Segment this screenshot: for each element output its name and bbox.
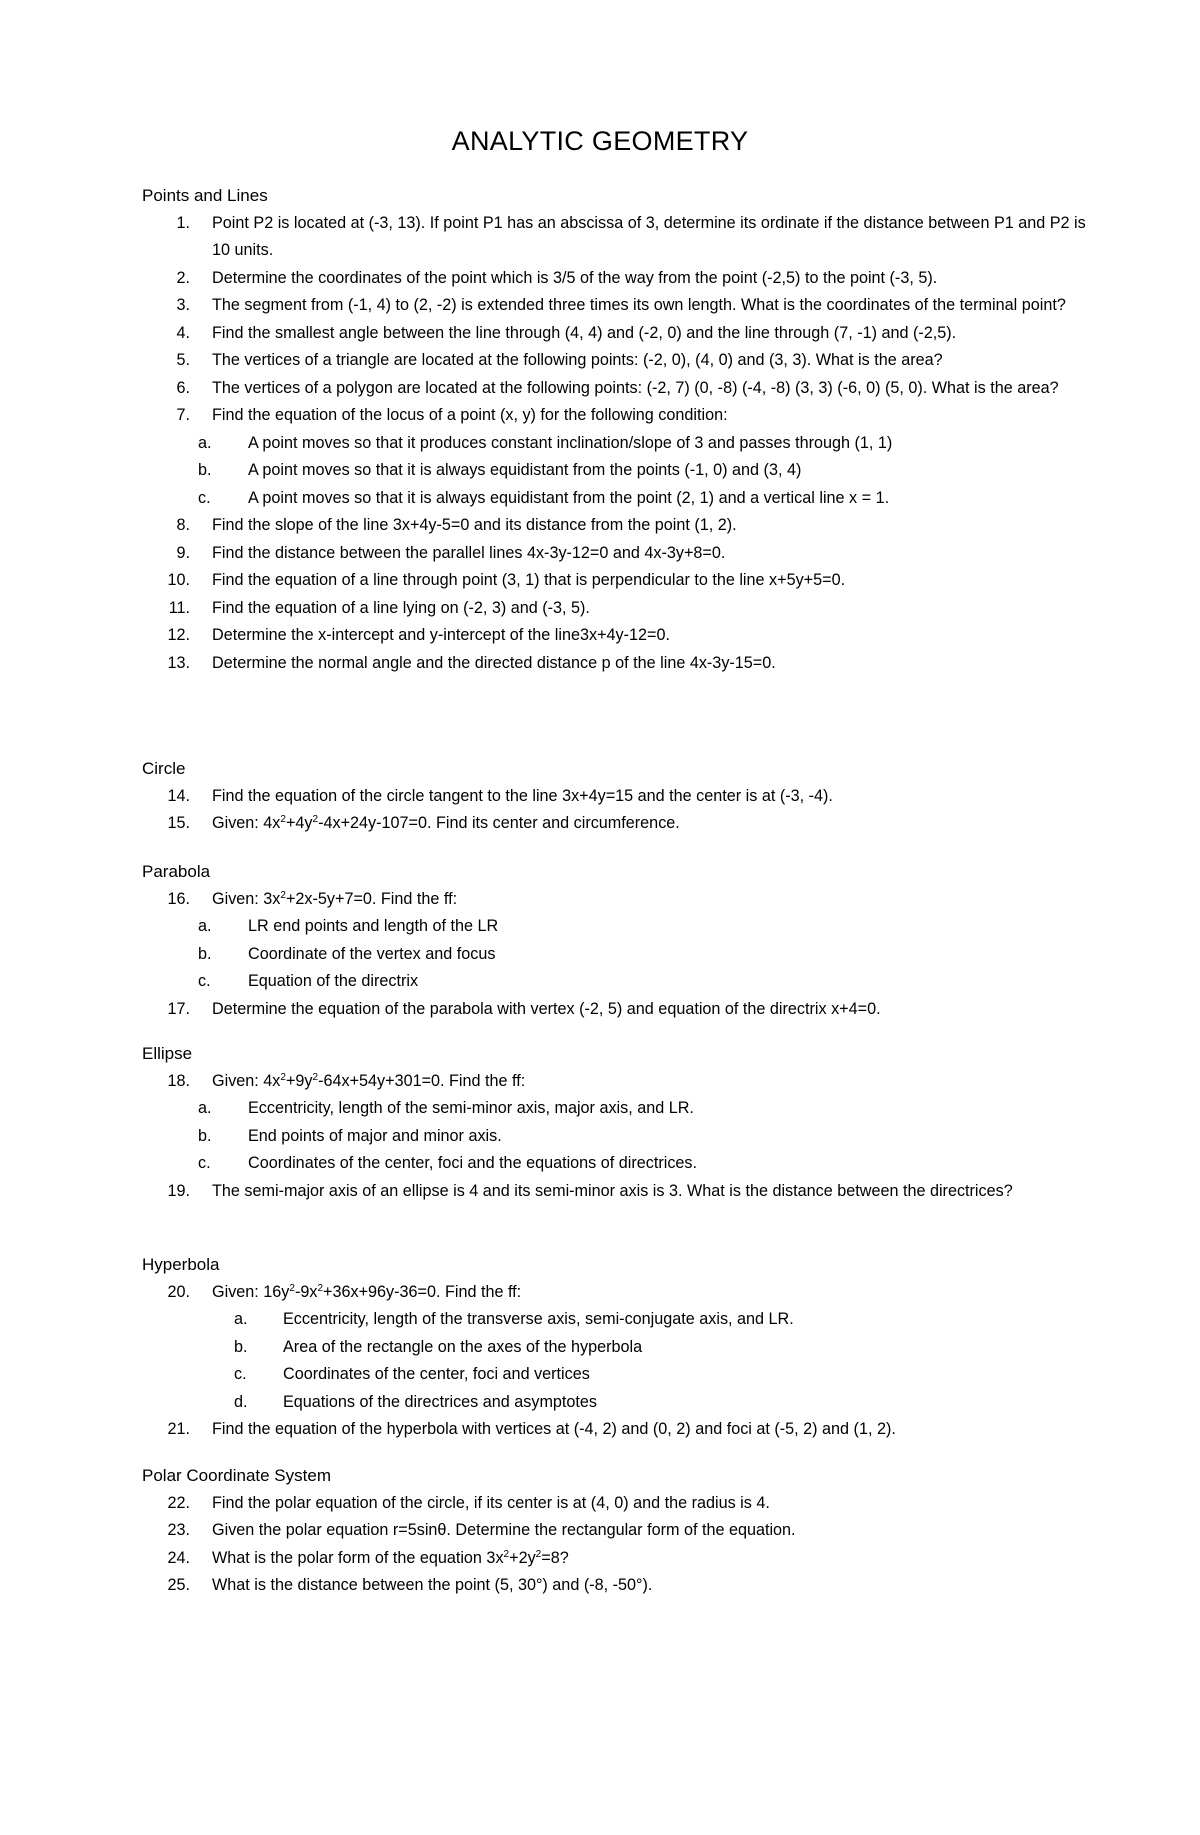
question-21: 21. Find the equation of the hyperbola with vertices at (-4, 2) and (0, 2) and foci at (-5, 2) and (1, 2). bbox=[167, 1420, 896, 1438]
section-heading: Points and Lines bbox=[142, 186, 268, 205]
section-hyperbola bbox=[142, 1251, 1092, 1444]
question-19: 19. The semi-major axis of an ellipse is 4 and its semi-minor axis is 3. What is the distance between the directrices? bbox=[167, 1181, 1013, 1200]
sub-question-7b: b. A point moves so that it is always equidistant from the points (-1, 0) and (3, 4) bbox=[198, 461, 802, 479]
question-3: 3. The segment from (-1, 4) to (2, -2) is extended three times its own length. What is the coordinates of the terminal point? bbox=[176, 296, 1066, 314]
question-24: 24. What is the polar form of the equation $3x^2+2y^2=8$? bbox=[167, 1548, 569, 1567]
section-points-and-lines bbox=[142, 182, 1092, 677]
question-25: 25. What is the distance between the point (5, 30°) and (-8, -50°). bbox=[167, 1576, 653, 1594]
page-title: ANALYTIC GEOMETRY bbox=[451, 126, 749, 156]
question-9: 9. Find the distance between the parallel lines 4x-3y-12=0 and 4x-3y+8=0. bbox=[176, 543, 726, 562]
sub-question-20d: d. Equations of the directrices and asymptotes bbox=[234, 1392, 598, 1411]
question-18: 18. Given: $4x^2+9y^2-64x+54y+301=0$. Find the ff: bbox=[167, 1071, 526, 1090]
question-23: 23. Given the polar equation r=5sinθ. Determine the rectangular form of the equation. bbox=[167, 1521, 796, 1539]
sub-question-20b: b. Area of the rectangle on the axes of the hyperbola bbox=[234, 1337, 643, 1356]
question-2: 2. Determine the coordinates of the point which is 3/5 of the way from the point (-2,5) to the point (-3, 5). bbox=[176, 268, 938, 287]
question-5: 5. The vertices of a triangle are located at the following points: (-2, 0), (4, 0) and (3, 3). What is the area? bbox=[176, 351, 943, 369]
question-20: 20. Given: $16y^2-9x^2+36x+96y-36=0$. Find the ff: bbox=[167, 1282, 522, 1301]
question-11: 11. Find the equation of a line lying on (-2, 3) and (-3, 5). bbox=[168, 598, 590, 617]
section-heading: Ellipse bbox=[142, 1044, 193, 1063]
sub-question-18b: b. End points of major and minor axis. bbox=[198, 1126, 502, 1145]
sub-question-18a: a. Eccentricity, length of the semi-minor axis, major axis, and LR. bbox=[198, 1099, 694, 1117]
question-15: 15. Given: $4x^2+4y^2-4x+24y-107=0$. Find its center and circumference. bbox=[167, 814, 680, 832]
section-heading: Circle bbox=[142, 759, 186, 778]
section-ellipse bbox=[142, 1040, 1092, 1205]
question-8: 8. Find the slope of the line 3x+4y-5=0 and its distance from the point (1, 2). bbox=[176, 516, 737, 534]
sub-question-16c: c. Equation of the directrix bbox=[198, 972, 419, 990]
question-12: 12. Determine the x-intercept and y-intercept of the line3x+4y-12=0. bbox=[167, 626, 671, 644]
question-22: 22. Find the polar equation of the circle, if its center is at (4, 0) and the radius is 4. bbox=[167, 1493, 770, 1512]
question-17: 17. Determine the equation of the parabola with vertex (-2, 5) and equation of the directrix x+4=0. bbox=[167, 999, 881, 1018]
section-circle bbox=[142, 755, 1092, 838]
sub-question-20a: a. Eccentricity, length of the transverse axis, semi-conjugate axis, and LR. bbox=[234, 1310, 794, 1328]
sub-question-18c: c. Coordinates of the center, foci and the equations of directrices. bbox=[198, 1154, 698, 1172]
sub-question-20c: c. Coordinates of the center, foci and vertices bbox=[234, 1365, 590, 1383]
sub-question-16a: a. LR end points and length of the LR bbox=[198, 917, 499, 935]
question-1: 1. Point P2 is located at (-3, 13). If point P1 has an abscissa of 3, determine its ordinate if the distance between P1 and P2 is 10 units. bbox=[176, 213, 1086, 259]
question-14: 14. Find the equation of the circle tangent to the line 3x+4y=15 and the center is at (-3, -4). bbox=[167, 786, 833, 805]
section-parabola bbox=[142, 858, 1092, 1023]
question-10: 10. Find the equation of a line through point (3, 1) that is perpendicular to the line x+5y+5=0. bbox=[167, 571, 846, 589]
sub-question-7c: c. A point moves so that it is always equidistant from the point (2, 1) and a vertical line x = 1. bbox=[198, 488, 890, 507]
question-16: 16. Given: $3x^2+2x-5y+7=0$. Find the ff: bbox=[167, 889, 458, 908]
question-4: 4. Find the smallest angle between the line through (4, 4) and (-2, 0) and the line through (7, -1) and (-2,5). bbox=[176, 323, 957, 342]
question-7: 7. Find the equation of the locus of a point (x, y) for the following condition: bbox=[176, 406, 728, 424]
section-heading: Parabola bbox=[142, 862, 211, 881]
section-polar-coordinate-system bbox=[142, 1462, 1092, 1600]
question-13: 13. Determine the normal angle and the directed distance p of the line 4x-3y-15=0. bbox=[167, 653, 776, 672]
question-6: 6. The vertices of a polygon are located at the following points: (-2, 7) (0, -8) (-4, -8) (3, 3) (-6, 0) (5, 0). What is the area? bbox=[176, 378, 1059, 397]
section-heading: Polar Coordinate System bbox=[142, 1466, 331, 1485]
sub-question-16b: b. Coordinate of the vertex and focus bbox=[198, 944, 496, 963]
sub-question-7a: a. A point moves so that it produces constant inclination/slope of 3 and passes through (1, 1) bbox=[198, 433, 893, 452]
section-heading: Hyperbola bbox=[142, 1255, 220, 1274]
